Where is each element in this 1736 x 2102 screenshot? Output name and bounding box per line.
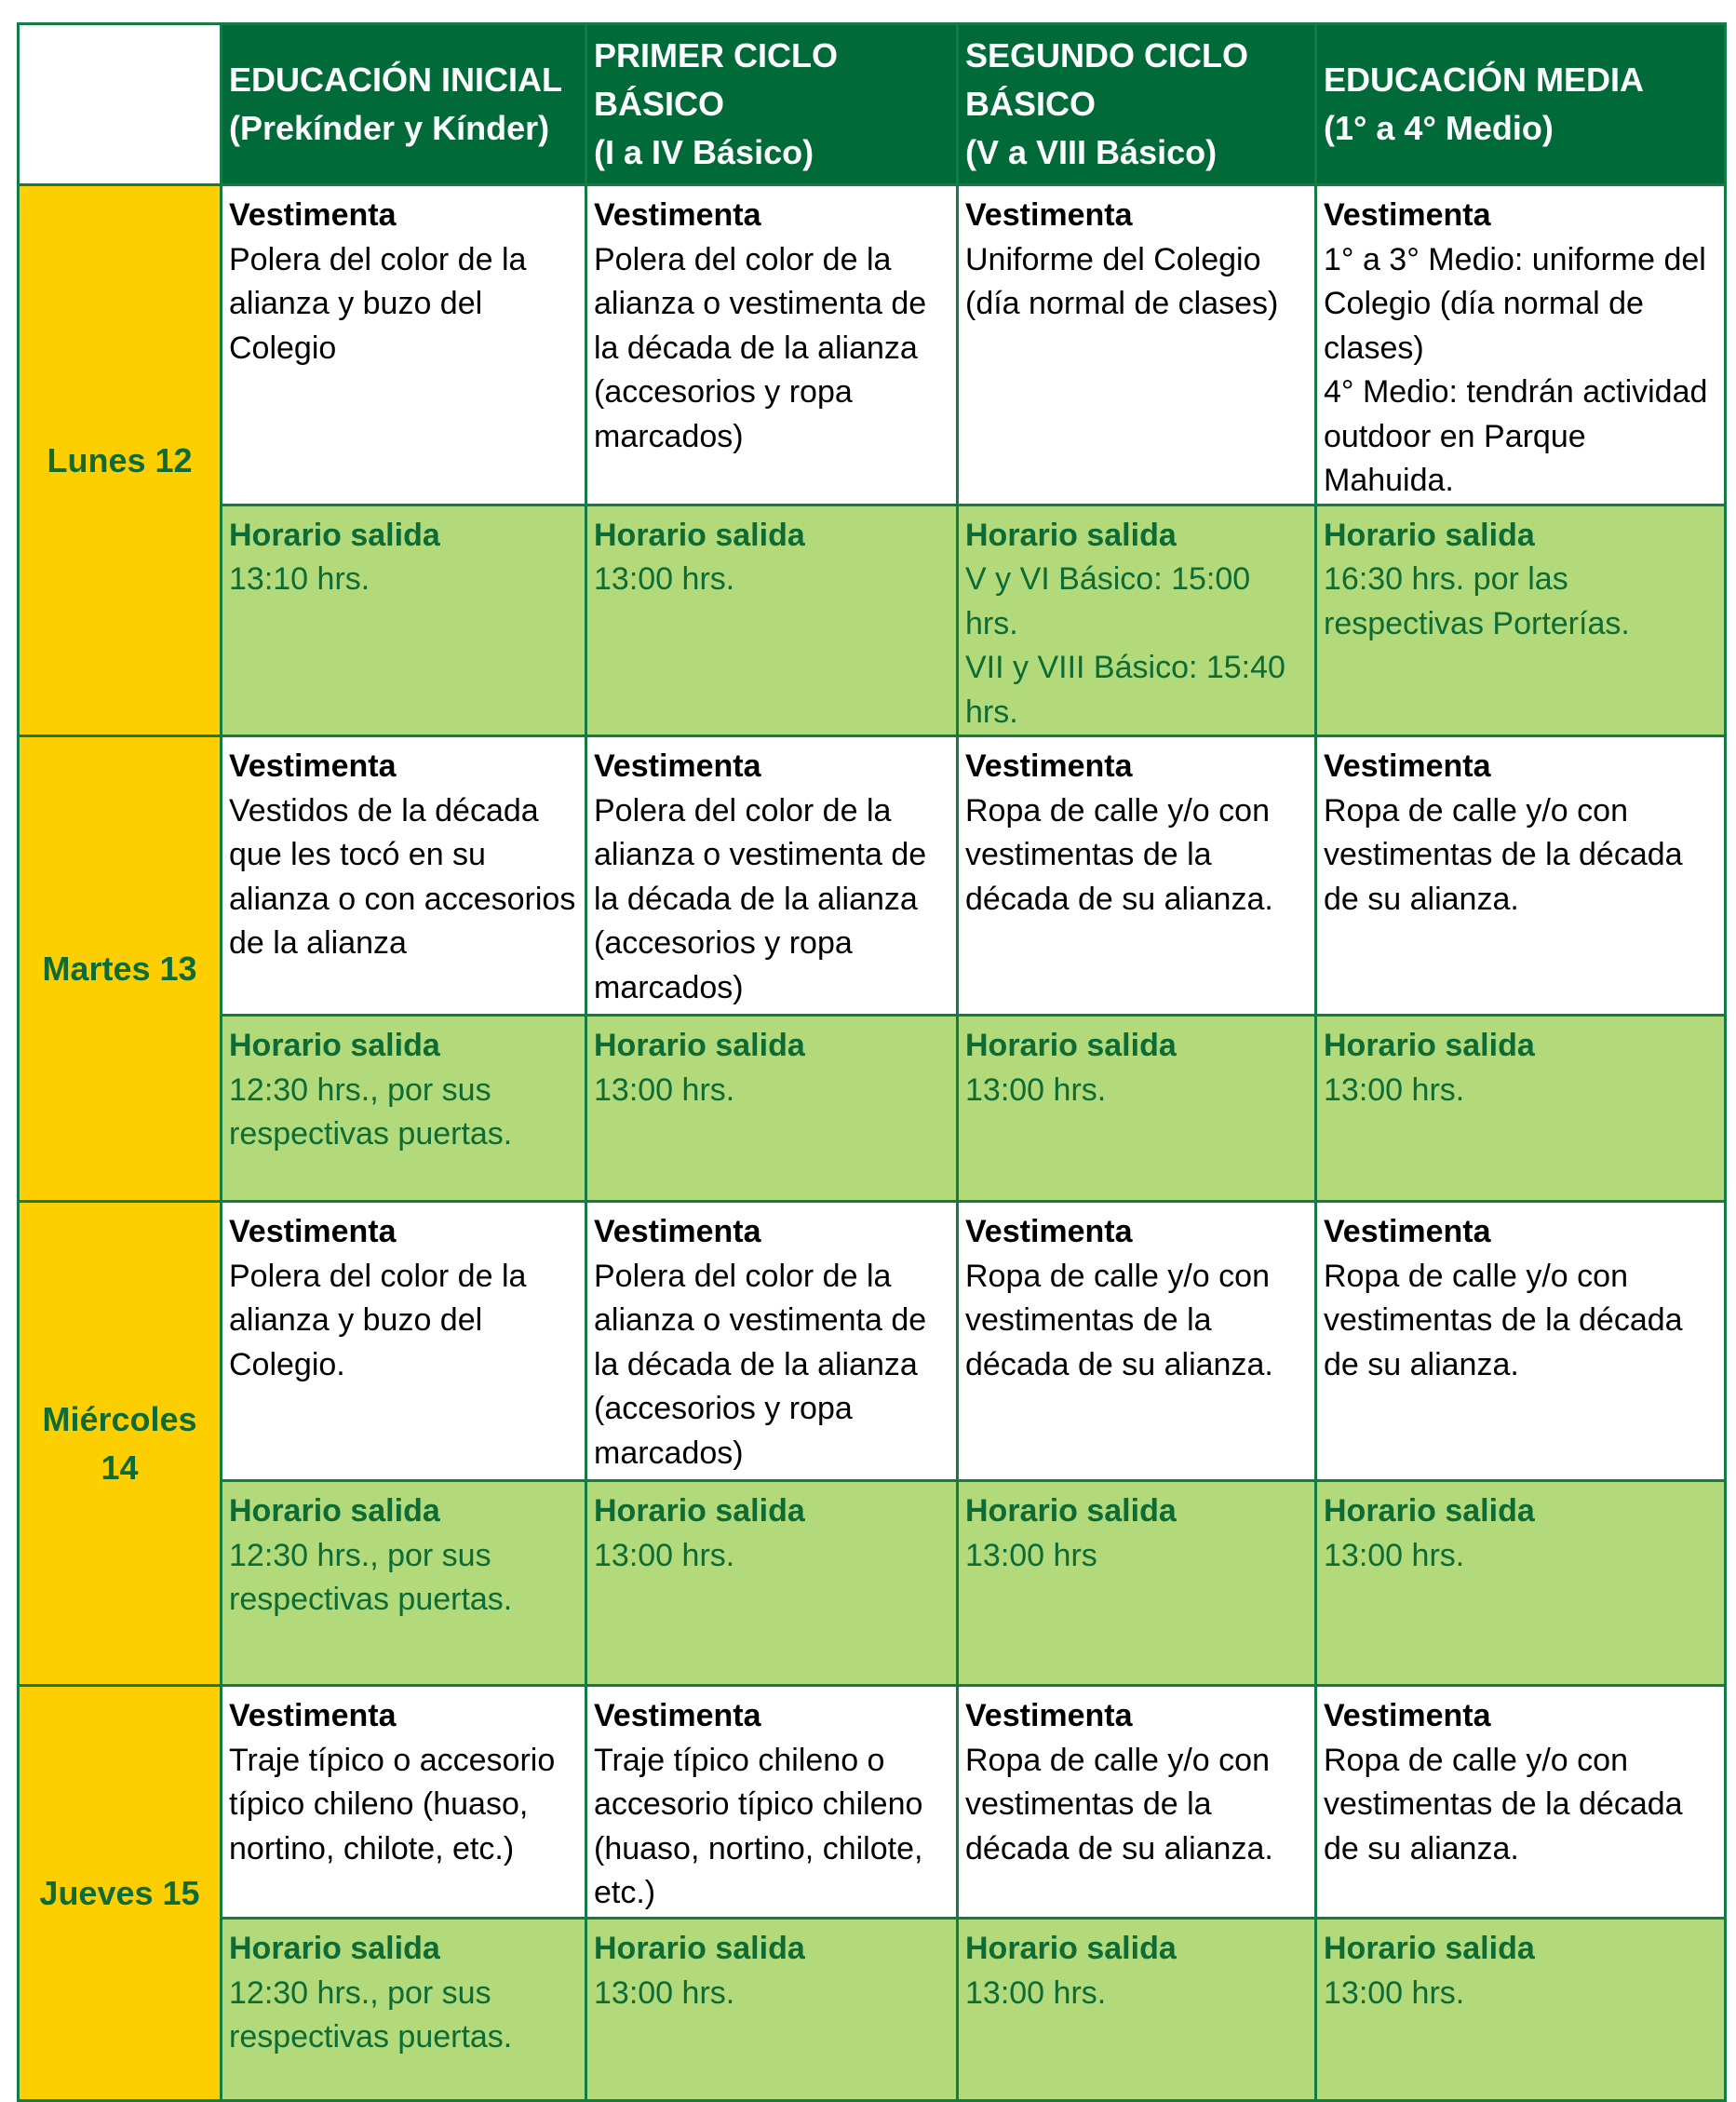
vestimenta-cell: [222, 1686, 586, 1919]
header-educacion-inicial: [222, 24, 586, 185]
horario-text: 13:00 hrs.: [1324, 1537, 1465, 1573]
header-subtitle: (Prekínder y Kínder): [229, 109, 550, 147]
horario-row-lunes: [19, 505, 1726, 736]
horario-cell: [586, 1481, 958, 1686]
header-title: EDUCACIÓN MEDIA: [1324, 61, 1645, 99]
vestimenta-cell: [222, 736, 586, 1016]
horario-cell: [958, 1919, 1316, 2101]
horario-cell: [958, 1481, 1316, 1686]
vestimenta-label: Vestimenta: [1324, 1214, 1491, 1249]
vestimenta-text: Ropa de calle y/o con vestimentas de la década de su alianza.: [1324, 792, 1683, 917]
vestimenta-text: Ropa de calle y/o con vestimentas de la década de su alianza.: [1324, 1742, 1683, 1866]
vestimenta-cell: [586, 1686, 958, 1919]
vestimenta-label: Vestimenta: [1324, 1698, 1491, 1733]
horario-text: 13:00 hrs.: [965, 1071, 1107, 1108]
vestimenta-label: Vestimenta: [229, 197, 397, 233]
horario-label: Horario salida: [965, 1493, 1177, 1529]
horario-label: Horario salida: [229, 1493, 440, 1529]
vestimenta-cell: [586, 185, 958, 505]
horario-text: 13:00 hrs.: [594, 1537, 735, 1573]
horario-row-miercoles: [19, 1481, 1726, 1686]
vestimenta-text: Ropa de calle y/o con vestimentas de la década de su alianza.: [965, 1258, 1273, 1382]
horario-cell: [222, 1016, 586, 1202]
vestimenta-label: Vestimenta: [594, 1698, 761, 1733]
horario-text: 12:30 hrs., por sus respectivas puertas.: [229, 1974, 513, 2055]
vestimenta-label: Vestimenta: [1324, 748, 1491, 784]
day-label-martes: Martes 13: [19, 736, 222, 1202]
vestimenta-text: Traje típico o accesorio típico chileno (huaso, nortino, chilote, etc.): [229, 1742, 556, 1866]
vestimenta-cell: [586, 1202, 958, 1481]
horario-text: 13:00 hrs.: [965, 1974, 1107, 2011]
vestimenta-cell: [1316, 1686, 1726, 1919]
header-title: PRIMER CICLO BÁSICO: [594, 36, 839, 123]
vestimenta-row-miercoles: [19, 1202, 1726, 1481]
vestimenta-row-jueves: [19, 1686, 1726, 1919]
vestimenta-row-lunes: [19, 185, 1726, 505]
schedule-table: [17, 22, 1727, 2102]
vestimenta-cell: [1316, 185, 1726, 505]
vestimenta-label: Vestimenta: [1324, 197, 1491, 233]
horario-label: Horario salida: [229, 1028, 440, 1063]
vestimenta-text: Polera del color de la alianza o vestimenta de la década de la alianza (accesorios y ropa marcados): [594, 241, 927, 454]
vestimenta-cell: [958, 185, 1316, 505]
horario-text: 13:00 hrs.: [594, 1974, 735, 2011]
horario-text: 16:30 hrs. por las respectivas Porterías.: [1324, 561, 1630, 641]
vestimenta-text: 1° a 3° Medio: uniforme del Colegio (día normal de clases) 4° Medio: tendrán actividad outdoor en Parque Mahuida.: [1324, 241, 1708, 498]
vestimenta-text: Polera del color de la alianza y buzo del Colegio: [229, 241, 527, 366]
horario-text: 13:00 hrs.: [594, 1071, 735, 1108]
horario-text: 12:30 hrs., por sus respectivas puertas.: [229, 1537, 513, 1617]
vestimenta-text: Polera del color de la alianza y buzo del Colegio.: [229, 1258, 527, 1382]
vestimenta-label: Vestimenta: [965, 1698, 1133, 1733]
horario-label: Horario salida: [1324, 517, 1535, 553]
vestimenta-label: Vestimenta: [965, 1214, 1133, 1249]
vestimenta-label: Vestimenta: [229, 1698, 397, 1733]
vestimenta-cell: [958, 736, 1316, 1016]
horario-text: 13:00 hrs.: [1324, 1071, 1465, 1108]
horario-cell: [1316, 1919, 1726, 2101]
header-title: SEGUNDO CICLO BÁSICO: [965, 36, 1249, 123]
vestimenta-cell: [222, 1202, 586, 1481]
horario-label: Horario salida: [1324, 1028, 1535, 1063]
horario-cell: [1316, 1016, 1726, 1202]
vestimenta-text: Uniforme del Colegio (día normal de clases): [965, 241, 1279, 321]
horario-text: 13:00 hrs: [965, 1537, 1097, 1573]
horario-cell: [1316, 1481, 1726, 1686]
vestimenta-text: Ropa de calle y/o con vestimentas de la década de su alianza.: [1324, 1258, 1683, 1382]
vestimenta-cell: [1316, 1202, 1726, 1481]
vestimenta-text: Ropa de calle y/o con vestimentas de la década de su alianza.: [965, 792, 1273, 917]
vestimenta-cell: [1316, 736, 1726, 1016]
horario-cell: [222, 1919, 586, 2101]
vestimenta-label: Vestimenta: [594, 748, 761, 784]
header-educacion-media: [1316, 24, 1726, 185]
vestimenta-cell: [222, 185, 586, 505]
header-row: [19, 24, 1726, 185]
horario-label: Horario salida: [965, 517, 1177, 553]
horario-label: Horario salida: [594, 1931, 805, 1966]
horario-label: Horario salida: [1324, 1493, 1535, 1529]
header-subtitle: (1° a 4° Medio): [1324, 109, 1554, 147]
horario-label: Horario salida: [594, 517, 805, 553]
vestimenta-text: Ropa de calle y/o con vestimentas de la década de su alianza.: [965, 1742, 1273, 1866]
horario-label: Horario salida: [965, 1028, 1177, 1063]
vestimenta-row-martes: [19, 736, 1726, 1016]
vestimenta-cell: [958, 1202, 1316, 1481]
day-label-miercoles: Miércoles 14: [19, 1202, 222, 1686]
vestimenta-label: Vestimenta: [965, 197, 1133, 233]
vestimenta-label: Vestimenta: [229, 748, 397, 784]
horario-cell: [1316, 505, 1726, 736]
horario-cell: [586, 505, 958, 736]
header-subtitle: (I a IV Básico): [594, 133, 814, 171]
horario-cell: [586, 1016, 958, 1202]
horario-text: 13:00 hrs.: [594, 561, 735, 597]
day-label-jueves: Jueves 15: [19, 1686, 222, 2101]
vestimenta-label: Vestimenta: [965, 748, 1133, 784]
horario-row-martes: [19, 1016, 1726, 1202]
header-title: EDUCACIÓN INICIAL: [229, 61, 562, 99]
horario-label: Horario salida: [229, 517, 440, 553]
horario-label: Horario salida: [594, 1028, 805, 1063]
vestimenta-text: Vestidos de la década que les tocó en su alianza o con accesorios de la alianza: [229, 792, 576, 961]
vestimenta-text: Polera del color de la alianza o vestimenta de la década de la alianza (accesorios y ropa marcados): [594, 1258, 927, 1471]
header-primer-ciclo: [586, 24, 958, 185]
horario-cell: [222, 1481, 586, 1686]
vestimenta-cell: [958, 1686, 1316, 1919]
horario-cell: [958, 505, 1316, 736]
horario-row-jueves: [19, 1919, 1726, 2101]
header-subtitle: (V a VIII Básico): [965, 133, 1218, 171]
horario-cell: [586, 1919, 958, 2101]
vestimenta-label: Vestimenta: [594, 1214, 761, 1249]
horario-label: Horario salida: [965, 1931, 1177, 1966]
horario-label: Horario salida: [229, 1931, 440, 1966]
vestimenta-cell: [586, 736, 958, 1016]
horario-text: 12:30 hrs., por sus respectivas puertas.: [229, 1071, 513, 1152]
header-corner-cell: [19, 24, 222, 185]
horario-cell: [222, 505, 586, 736]
vestimenta-text: Traje típico chileno o accesorio típico chileno (huaso, nortino, chilote, etc.): [594, 1742, 923, 1910]
horario-text: V y VI Básico: 15:00 hrs. VII y VIII Básico: 15:40 hrs.: [965, 561, 1285, 730]
vestimenta-label: Vestimenta: [229, 1214, 397, 1249]
horario-text: 13:10 hrs.: [229, 561, 370, 597]
horario-cell: [958, 1016, 1316, 1202]
vestimenta-label: Vestimenta: [594, 197, 761, 233]
horario-text: 13:00 hrs.: [1324, 1974, 1465, 2011]
day-label-lunes: Lunes 12: [19, 185, 222, 736]
horario-label: Horario salida: [1324, 1931, 1535, 1966]
header-segundo-ciclo: [958, 24, 1316, 185]
horario-label: Horario salida: [594, 1493, 805, 1529]
vestimenta-text: Polera del color de la alianza o vestimenta de la década de la alianza (accesorios y ropa marcados): [594, 792, 927, 1005]
